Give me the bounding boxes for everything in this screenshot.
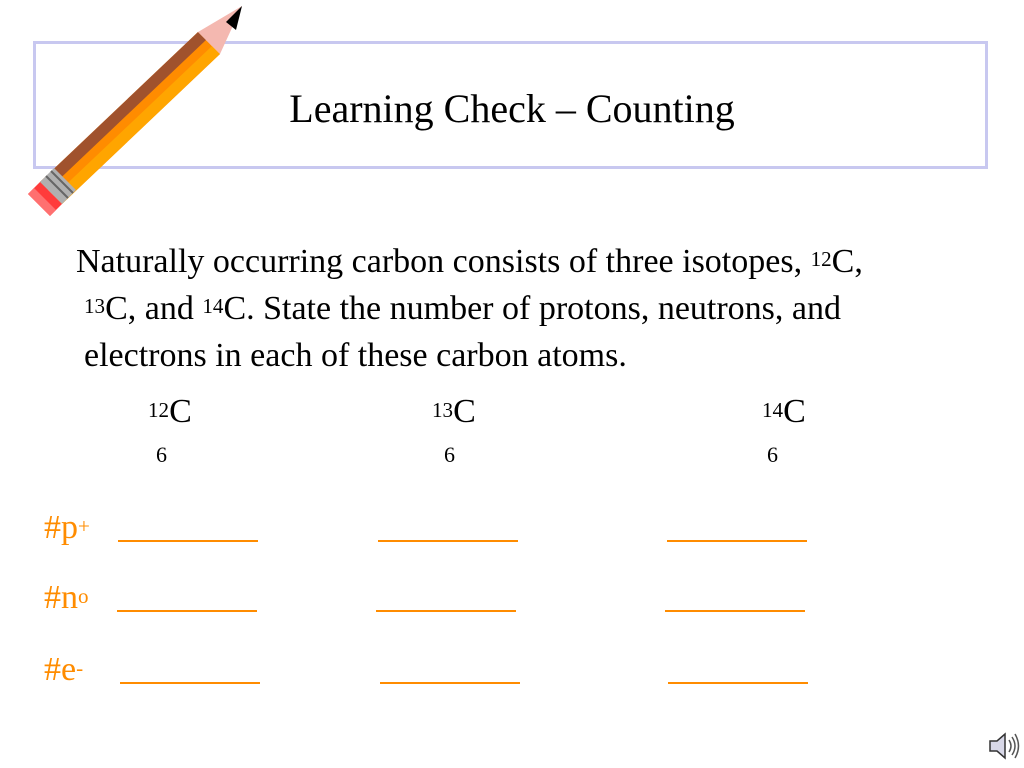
answer-blank <box>667 540 807 542</box>
answer-blank <box>665 610 805 612</box>
row-label-text: #p <box>44 509 78 546</box>
row-label-text: #n <box>44 579 78 616</box>
mass-number: 14 <box>762 398 784 422</box>
mass-number: 12 <box>148 398 170 422</box>
element-symbol: C <box>169 393 192 430</box>
paragraph-text: C, <box>831 243 863 280</box>
answer-blank <box>668 682 808 684</box>
atomic-number: 6 <box>767 442 778 467</box>
row-label-text: #e <box>44 651 77 688</box>
isotope-symbol <box>432 392 476 432</box>
paragraph-text: C. State the number of protons, neutrons, and <box>223 290 841 327</box>
paragraph-text: Naturally occurring carbon consists of three isotopes, <box>76 243 811 280</box>
mass-number: 13 <box>432 398 454 422</box>
atomic-number: 6 <box>156 442 167 467</box>
row-label-electrons <box>44 650 83 690</box>
element-symbol: C <box>453 393 476 430</box>
atomic-number: 6 <box>444 442 455 467</box>
row-label-sup: - <box>76 656 84 680</box>
answer-blank <box>117 610 257 612</box>
element-symbol: C <box>783 393 806 430</box>
paragraph-line-2 <box>76 285 996 332</box>
paragraph-line-3: electrons in each of these carbon atoms. <box>84 337 627 374</box>
speaker-icon[interactable] <box>986 728 1022 764</box>
row-label-protons <box>44 508 90 548</box>
mass-number: 14 <box>202 294 224 318</box>
row-label-neutrons <box>44 578 89 618</box>
mass-number: 13 <box>84 294 106 318</box>
isotope-symbol <box>762 392 806 432</box>
paragraph-text: C, and <box>105 290 203 327</box>
answer-blank <box>380 682 520 684</box>
pencil-icon <box>20 0 250 225</box>
answer-blank <box>376 610 516 612</box>
slide-title: Learning Check – Counting <box>289 86 735 131</box>
row-label-sup: o <box>78 584 89 608</box>
answer-blank <box>120 682 260 684</box>
row-label-sup: + <box>78 514 90 538</box>
mass-number: 12 <box>810 247 832 271</box>
question-paragraph <box>76 238 996 379</box>
paragraph-line-1 <box>76 238 996 285</box>
answer-blank <box>118 540 258 542</box>
isotope-symbol <box>148 392 192 432</box>
answer-blank <box>378 540 518 542</box>
